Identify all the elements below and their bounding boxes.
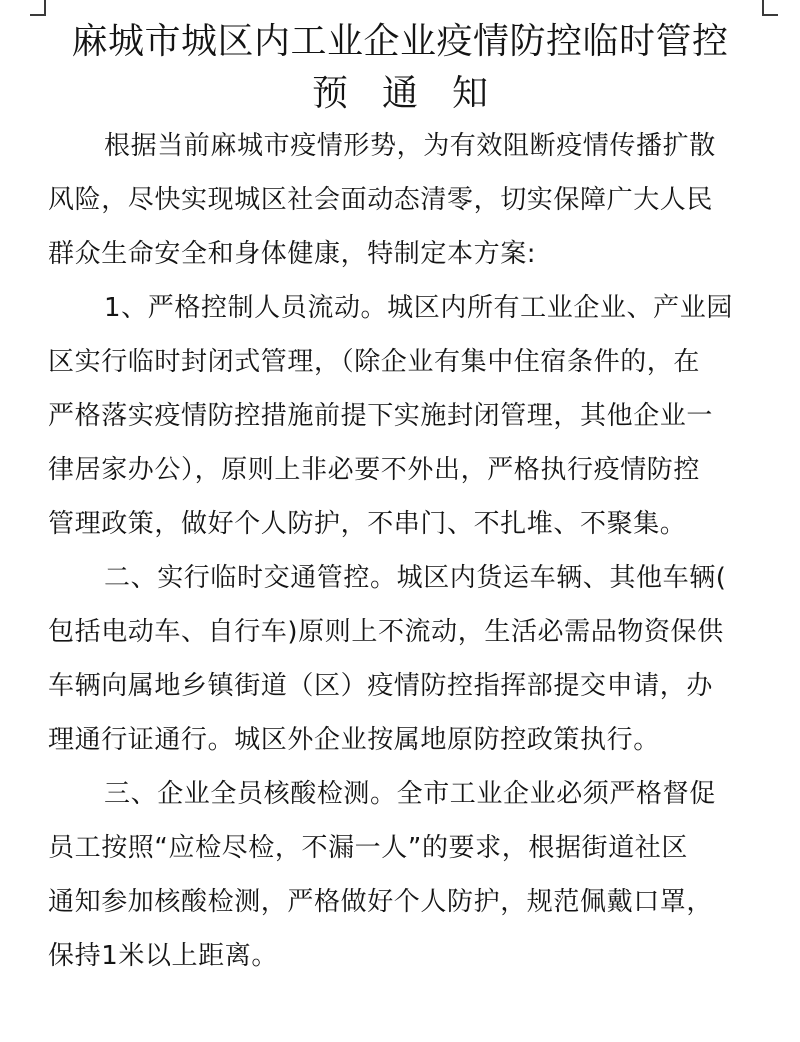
section-3-line: 员工按照“应检尽检，不漏一人”的要求，根据街道社区 [48, 833, 688, 863]
section-1-line: 律居家办公），原则上非必要不外出，严格执行疫情防控 [48, 455, 701, 485]
section-2-line: 车辆向属地乡镇街道（区）疫情防控指挥部提交申请，办 [48, 671, 714, 701]
intro-paragraph-line: 根据当前麻城市疫情形势，为有效阻断疫情传播扩散 [104, 131, 716, 161]
document-subtitle: 预通知 [311, 73, 522, 114]
section-3-line: 三、企业全员核酸检测。全市工业企业必须严格督促 [104, 779, 716, 809]
section-2-line: 包括电动车、自行车)原则上不流动，生活必需品物资保供 [48, 617, 724, 647]
intro-paragraph-line: 群众生命安全和身体健康，特制定本方案: [48, 239, 537, 269]
section-1-line: 严格落实疫情防控措施前提下实施封闭管理，其他企业一 [48, 401, 714, 431]
section-1-line: 1、严格控制人员流动。城区内所有工业企业、产业园 [104, 293, 733, 323]
intro-paragraph-line: 风险，尽快实现城区社会面动态清零，切实保障广大人民 [48, 185, 714, 215]
section-2-line: 二、实行临时交通管控。城区内货运车辆、其他车辆( [104, 563, 727, 593]
section-3-line: 保持1米以上距离。 [48, 941, 278, 971]
section-3-line: 通知参加核酸检测，严格做好个人防护，规范佩戴口罩， [48, 887, 714, 917]
document-title: 麻城市城区内工业企业疫情防控临时管控 [71, 21, 729, 62]
crop-mark-right [762, 0, 778, 16]
crop-mark-left [30, 0, 46, 16]
section-1-line: 管理政策，做好个人防护，不串门、不扎堆、不聚集。 [48, 509, 687, 539]
section-2-line: 理通行证通行。城区外企业按属地原防控政策执行。 [48, 725, 660, 755]
section-1-line: 区实行临时封闭式管理，（除企业有集中住宿条件的，在 [48, 347, 701, 377]
